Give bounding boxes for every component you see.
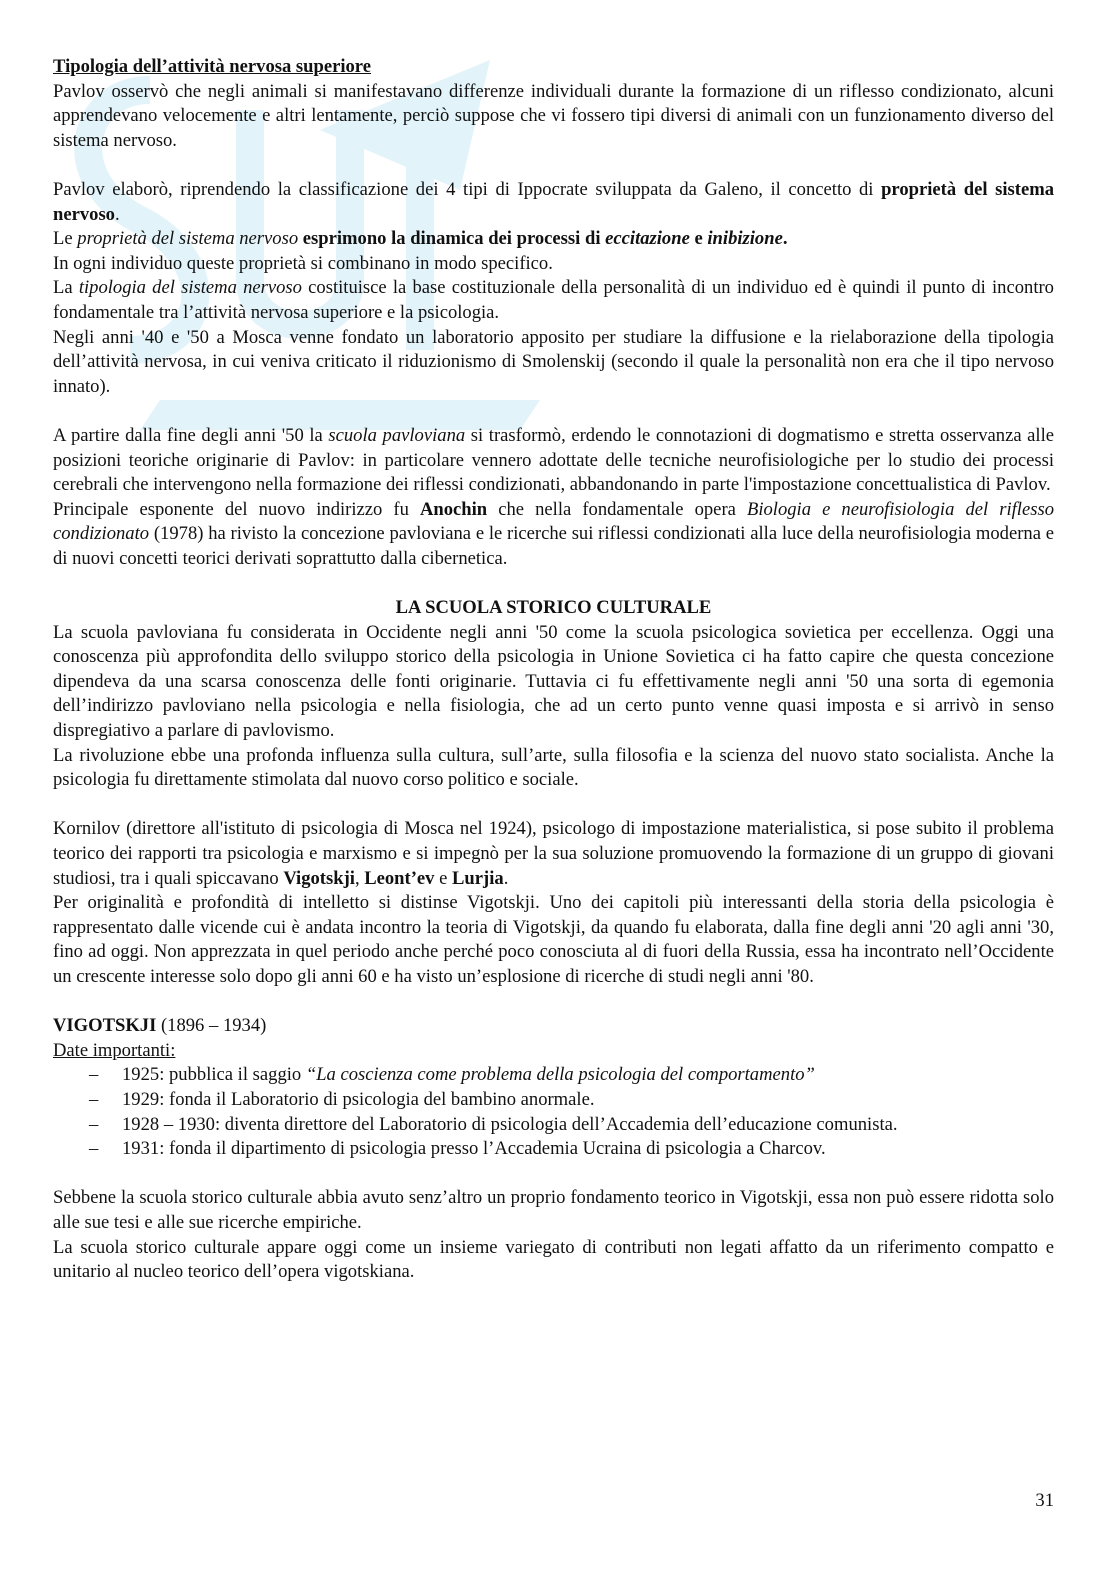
page-number: 31 [1035, 1490, 1054, 1511]
paragraph: La rivoluzione ebbe una profonda influenza sulla cultura, sull’arte, sulla filosofia e la scienza del nuovo stato socialista. Anche la psicologia fu direttamente stimolata dal nuovo corso politico e sociale. [53, 744, 1054, 791]
dates-label: Date importanti: [53, 1039, 176, 1061]
list-item: – 1928 – 1930: diventa direttore del Laboratorio di psicologia dell’Accademia dell’educazione comunista. [89, 1113, 898, 1135]
paragraph: La tipologia del sistema nervoso costituisce la base costituzionale della personalità di un individuo ed è quindi il punto di incontro fondamentale tra l’attività nervosa superiore e la psicologia. [53, 277, 1054, 323]
list-item: – 1931: fonda il dipartimento di psicologia presso l’Accademia Ucraina di psicologia a Charcov. [89, 1138, 826, 1160]
section-title-tipologia: Tipologia dell’attività nervosa superiore [53, 56, 371, 77]
paragraph: Negli anni '40 e '50 a Mosca venne fondato un laboratorio apposito per studiare la diffusione e la rielaborazione della tipologia dell’attività nervosa, in cui veniva criticato il riduzionismo di Smolenskij (secondo il quale la personalità non era che il tipo nervoso innato). [53, 326, 1054, 397]
paragraph: In ogni individuo queste proprietà si combinano in modo specifico. [53, 252, 553, 274]
paragraph: Sebbene la scuola storico culturale abbia avuto senz’altro un proprio fondamento teorico in Vigotskji, essa non può essere ridotta solo alle sue tesi e alle sue ricerche empiriche. [53, 1187, 1054, 1233]
paragraph: La scuola pavloviana fu considerata in Occidente negli anni '50 come la scuola psicologica sovietica per eccellenza. Oggi una conoscenza più approfondita dello sviluppo storico della psicologia in Unione Sovietica ci ha fatto capire che questa concezione dipendeva da una scarsa conoscenza delle fonti originarie. Tuttavia ci fu effettivamente negli anni '50 una sorta di egemonia dell’indirizzo pavloviano nella psicologia e nella fisiologia, che ad un certo punto venne quasi imposta e si arrivò in senso dispregiativo a parlare di pavlovismo. [53, 621, 1054, 742]
list-item: – 1929: fonda il Laboratorio di psicologia del bambino anormale. [89, 1088, 595, 1110]
page-content [53, 55, 1054, 1285]
dates-list [53, 1063, 1054, 1161]
paragraph: Le proprietà del sistema nervoso esprimono la dinamica dei processi di eccitazione e inibizione. [53, 228, 788, 250]
section-title-scuola-storico-culturale: LA SCUOLA STORICO CULTURALE [395, 597, 712, 619]
paragraph: A partire dalla fine degli anni '50 la scuola pavloviana si trasformò, erdendo le connotazioni di dogmatismo e stretta osservanza alle posizioni teoriche originarie di Pavlov: in particolare vennero adottate delle tecniche neurofisiologiche per lo studio dei processi cerebrali che intervengono nella formazione dei riflessi condizionati, abbandonando in parte l'impostazione concettualistica di Pavlov. [53, 424, 1055, 496]
list-item: – 1925: pubblica il saggio “La coscienza come problema della psicologia del comportamento” [89, 1064, 815, 1086]
paragraph: La scuola storico culturale appare oggi come un insieme variegato di contributi non legati affatto da un riferimento compatto e unitario al nucleo teorico dell’opera vigotskiana. [53, 1236, 1054, 1283]
paragraph: Pavlov elaborò, riprendendo la classificazione dei 4 tipi di Ippocrate sviluppata da Galeno, il concetto di proprietà del sistema nervoso. [53, 178, 1054, 225]
section-title-vigotskji: VIGOTSKJI (1896 – 1934) [53, 1015, 267, 1037]
paragraph: Pavlov osservò che negli animali si manifestavano differenze individuali durante la formazione di un riflesso condizionato, alcuni apprendevano velocemente e altri lentamente, perciò suppose che vi fossero tipi diversi di animali con un funzionamento diverso del sistema nervoso. [53, 80, 1054, 151]
paragraph: Kornilov (direttore all'istituto di psicologia di Mosca nel 1924), psicologo di impostazione materialistica, si pose subito il problema teorico dei rapporti tra psicologia e marxismo e si impegnò per la sua soluzione promuovendo la formazione di un gruppo di giovani studiosi, tra i quali spiccavano Vigotskji, Leont’ev e Lurjia. [53, 818, 1054, 889]
paragraph: Per originalità e profondità di intelletto si distinse Vigotskji. Uno dei capitoli più interessanti della storia della psicologia è rappresentato dalle vicende cui è andata incontro la teoria di Vigotskji, da quando fu elaborata, dalla fine degli anni '20 agli anni '30, fino ad oggi. Non apprezzata in quel periodo anche perché poco conosciuta al di fuori della Russia, essa ha incontrato nell’Occidente un crescente interesse solo dopo gli anni 60 e ha visto un’esplosione di ricerche di studi negli anni '80. [53, 892, 1054, 987]
paragraph: Principale esponente del nuovo indirizzo fu Anochin che nella fondamentale opera Biologia e neurofisiologia del riflesso condizionato (1978) ha rivisto la concezione pavloviana e le ricerche sui riflessi condizionati alla luce della neurofisiologia moderna e di nuovi concetti teorici derivati soprattutto dalla cibernetica. [53, 498, 1054, 569]
